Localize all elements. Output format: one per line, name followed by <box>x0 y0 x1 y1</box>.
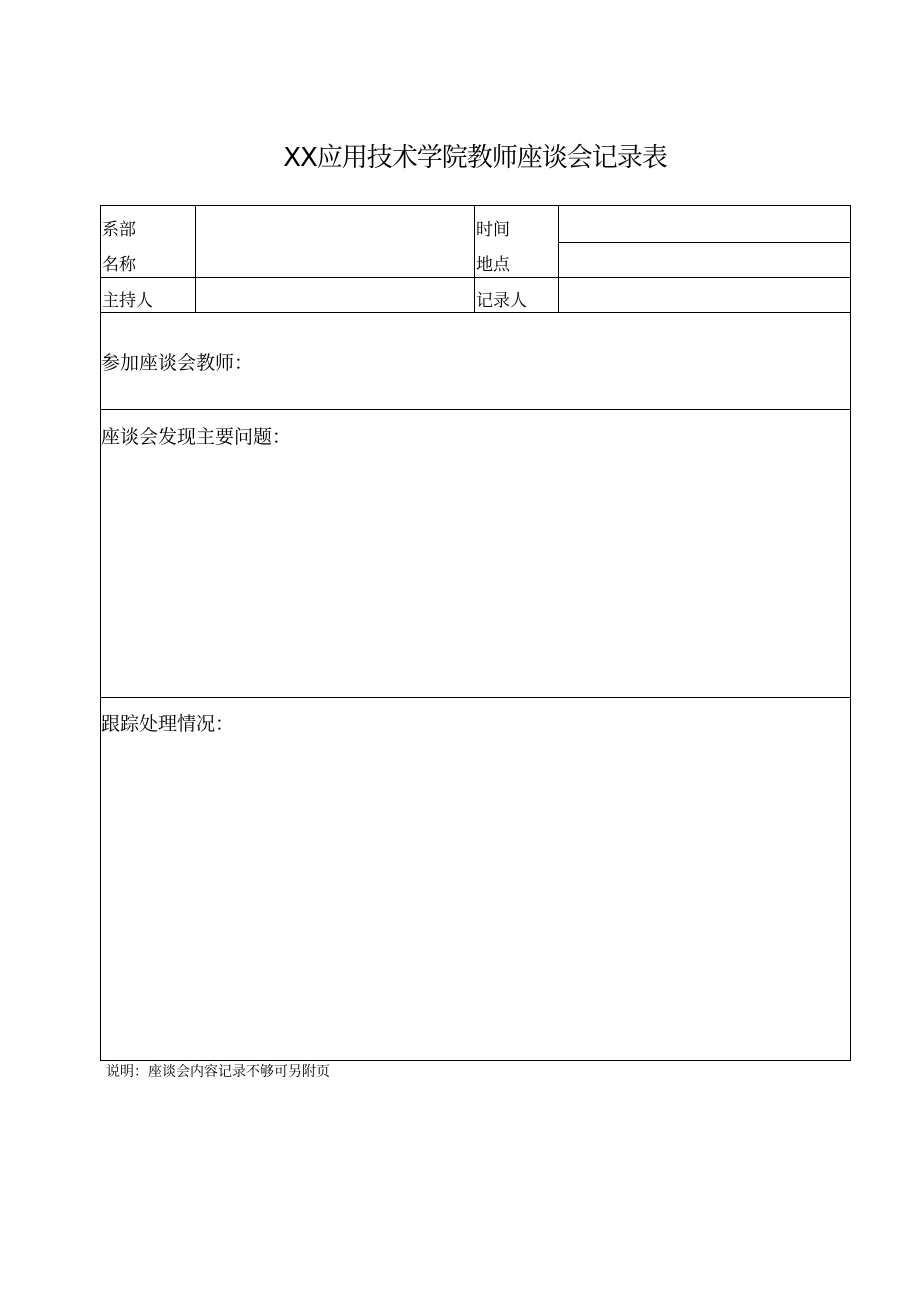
table-border-top <box>100 205 851 206</box>
host-label: 主持人 <box>102 291 153 311</box>
recorder-label: 记录人 <box>476 291 527 311</box>
table-divider-v1 <box>195 205 196 313</box>
time-label: 时间 <box>476 220 510 240</box>
dept-label-line2: 名称 <box>102 255 136 275</box>
teachers-label: 参加座谈会教师： <box>101 352 254 374</box>
table-divider-v2 <box>474 205 475 313</box>
table-divider-time-place <box>558 242 851 243</box>
table-divider-row3 <box>100 409 851 410</box>
followup-label: 跟踪处理情况： <box>101 713 235 735</box>
table-divider-row2 <box>100 312 851 313</box>
footnote: 说明：座谈会内容记录不够可另附页 <box>106 1064 330 1080</box>
table-border-bottom <box>100 1060 851 1061</box>
table-divider-v3 <box>558 205 559 313</box>
issues-label: 座谈会发现主要问题： <box>101 426 292 448</box>
place-label: 地点 <box>476 255 510 275</box>
table-border-right <box>850 205 851 1061</box>
table-border-left <box>100 205 101 1061</box>
table-divider-row4 <box>100 697 851 698</box>
document-title: XX应用技术学院教师座谈会记录表 <box>283 143 667 173</box>
dept-label-line1: 系部 <box>102 220 136 240</box>
table-divider-row1 <box>100 277 851 278</box>
